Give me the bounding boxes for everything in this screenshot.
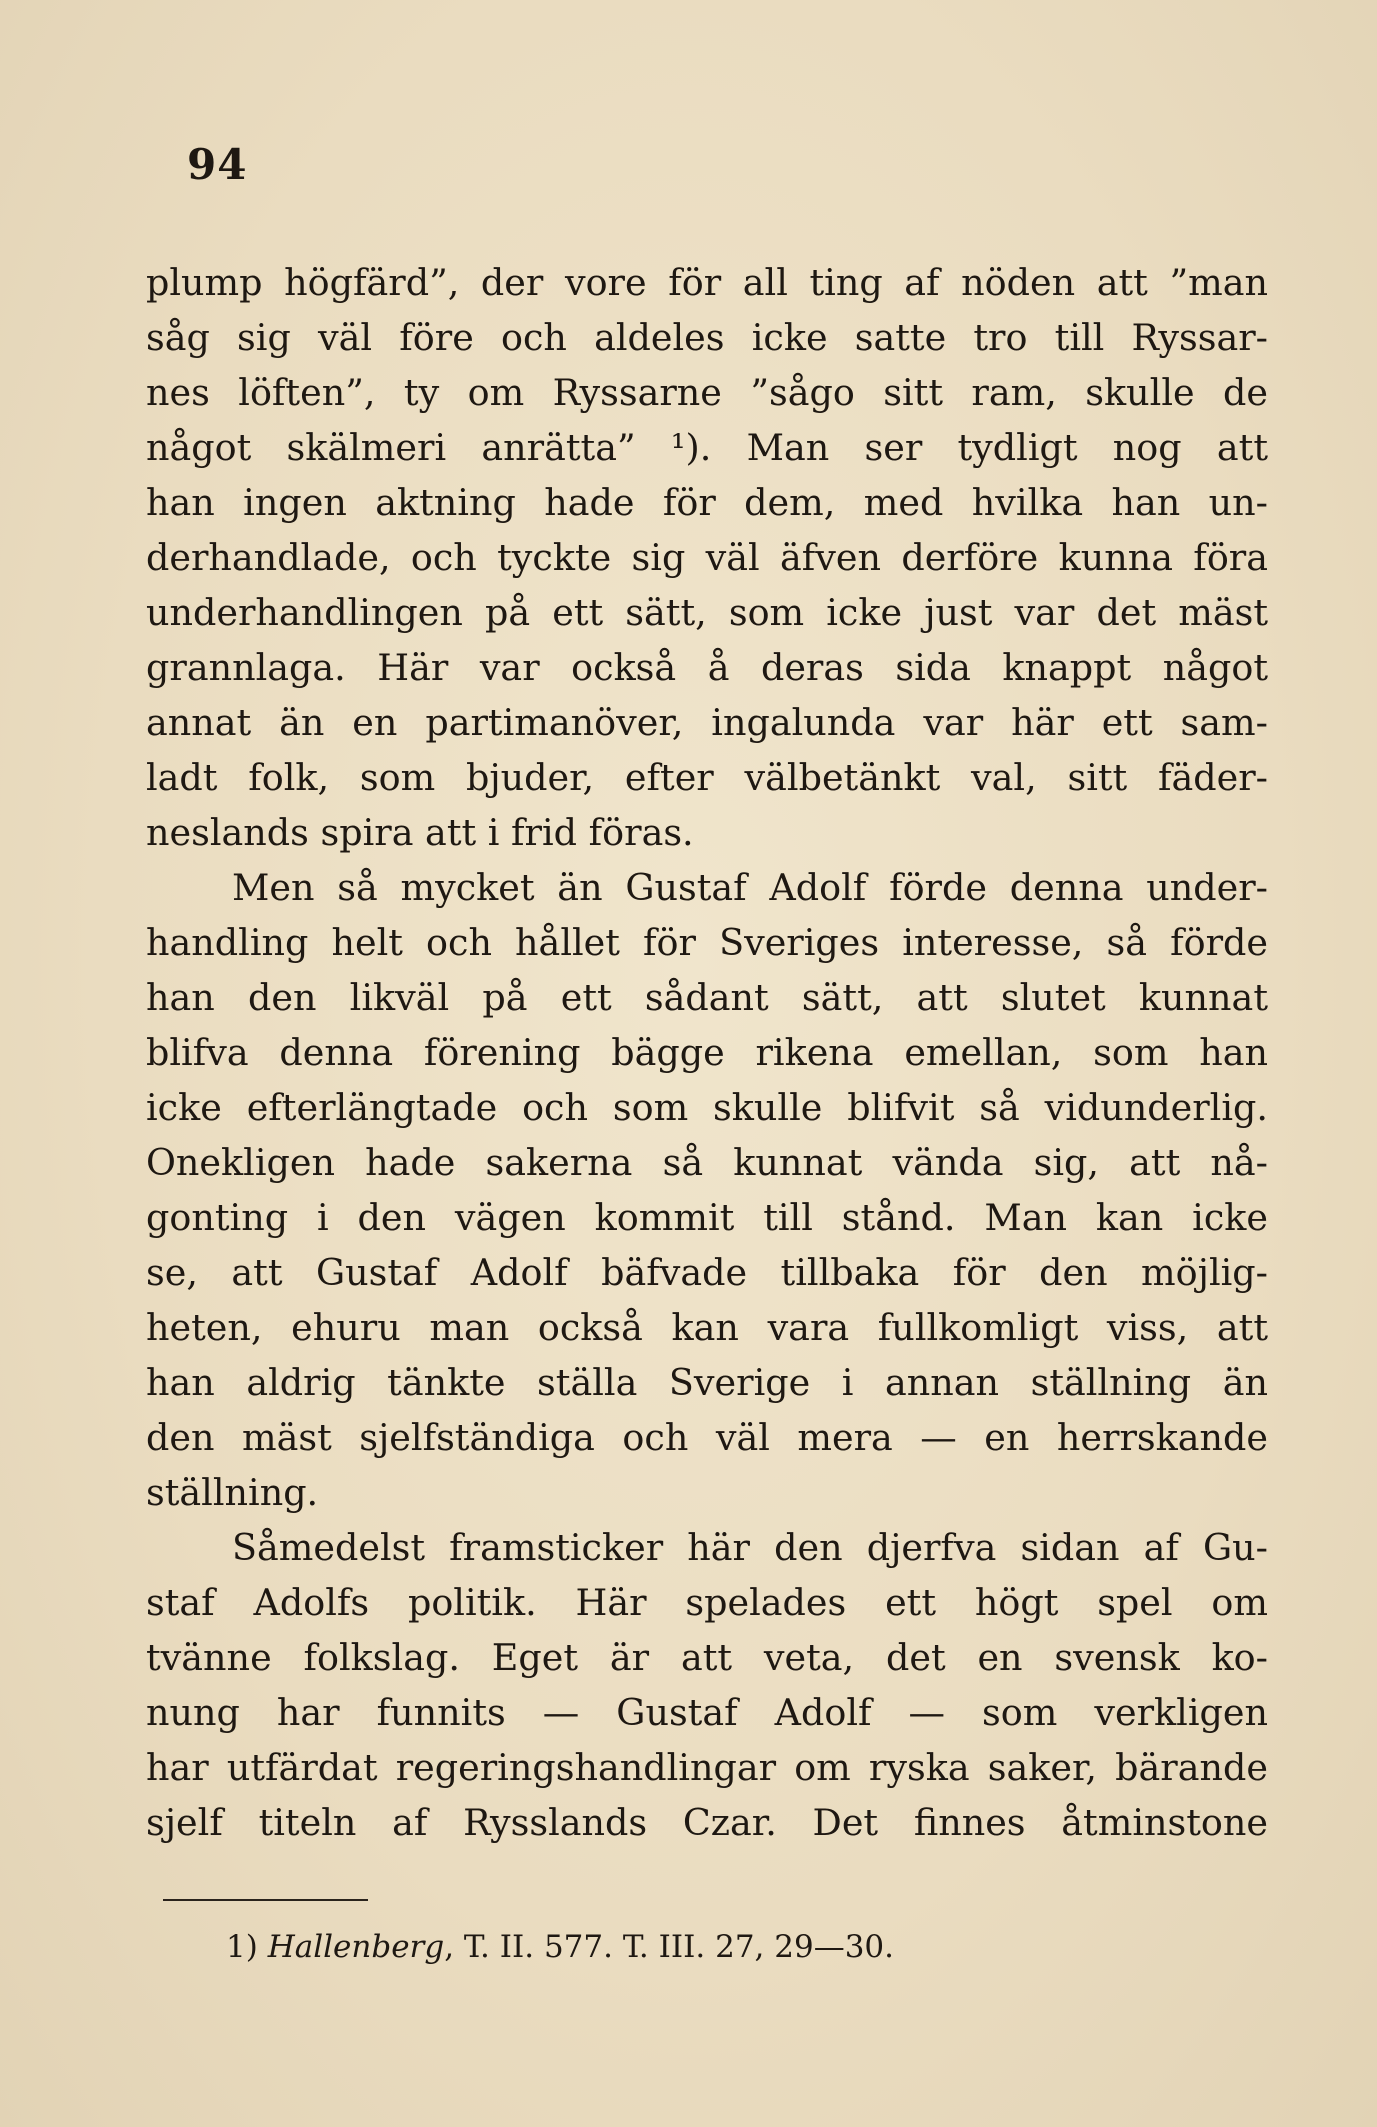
text-line: icke efterlängtade och som skulle blifvit så vidunderlig. [146,1086,1268,1129]
text-line: tvänne folkslag. Eget är att veta, det en svensk ko- [146,1636,1268,1679]
text-line: nes löften”, ty om Ryssarne ”sågo sitt ram, skulle de [146,371,1268,414]
text-line: handling helt och hållet för Sveriges interesse, så förde [146,921,1268,964]
text-line: nung har funnits — Gustaf Adolf — som verkligen [146,1691,1268,1734]
body-text [146,255,1268,1850]
text-line: se, att Gustaf Adolf bäfvade tillbaka för den möjlig- [146,1251,1268,1294]
text-line: blifva denna förening bägge rikena emellan, som han [146,1031,1268,1074]
text-line: har utfärdat regeringshandlingar om ryska saker, bärande [146,1746,1268,1789]
text-line: annat än en partimanöver, ingalunda var här ett sam- [146,701,1268,744]
paragraph-start: Men så mycket än Gustaf Adolf förde denna under- [232,866,1268,909]
paragraph-start: Såmedelst framsticker här den djerfva sidan af Gu- [232,1526,1268,1569]
footnote-marker: 1) [226,1929,258,1965]
text-line: heten, ehuru man också kan vara fullkomligt viss, att [146,1306,1268,1349]
page-number: 94 [187,140,248,189]
text-line: ladt folk, som bjuder, efter välbetänkt val, sitt fäder- [146,756,1268,799]
text-line: gonting i den vägen kommit till stånd. Man kan icke [146,1196,1268,1239]
text-line: neslands spira att i frid föras. [146,811,694,854]
text-line: han den likväl på ett sådant sätt, att slutet kunnat [146,976,1268,1019]
text-line: ställning. [146,1471,319,1514]
footnote-author: Hallenberg [267,1929,445,1965]
text-line: underhandlingen på ett sätt, som icke just var det mäst [146,591,1268,634]
text-line: derhandlade, och tyckte sig väl äfven derföre kunna föra [146,536,1268,579]
text-line: plump högfärd”, der vore för all ting af nöden att ”man [146,261,1268,304]
text-line: staf Adolfs politik. Här spelades ett högt spel om [146,1581,1268,1624]
text-line: grannlaga. Här var också å deras sida knappt något [146,646,1268,689]
text-line: något skälmeri anrätta” ¹). Man ser tydligt nog att [146,426,1268,469]
footnote-reference: , T. II. 577. T. III. 27, 29—30. [444,1929,894,1965]
footnote-divider [163,1899,368,1901]
text-line: Onekligen hade sakerna så kunnat vända sig, att nå- [146,1141,1268,1184]
text-line: såg sig väl före och aldeles icke satte tro till Ryssar- [146,316,1268,359]
footnote [226,1925,894,1969]
text-line: den mäst sjelfständiga och väl mera — en herrskande [146,1416,1268,1459]
text-line: han aldrig tänkte ställa Sverige i annan ställning än [146,1361,1268,1404]
text-line: sjelf titeln af Rysslands Czar. Det finnes åtminstone [146,1801,1268,1844]
text-line: han ingen aktning hade för dem, med hvilka han un- [146,481,1268,524]
